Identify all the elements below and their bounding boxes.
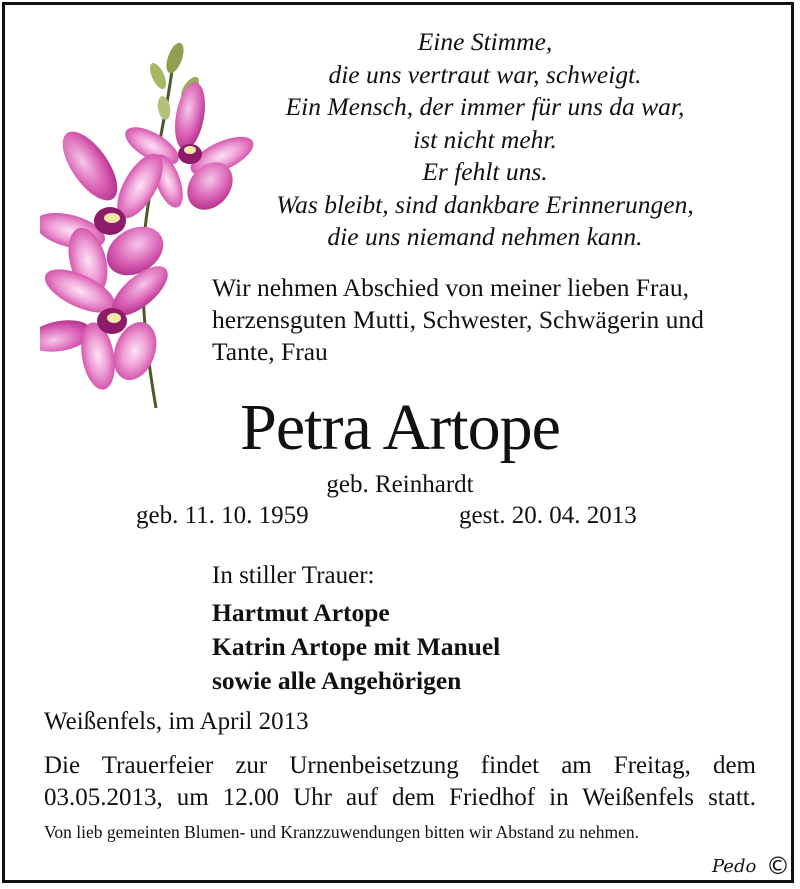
intro-line: Tante, Frau — [212, 337, 328, 366]
service-line: 03.05.2013, um 12.00 Uhr auf dem Friedhof in Weißenfels statt. — [44, 784, 756, 811]
service-line: Die Trauerfeier zur Urnenbeisetzung findet am Freitag, dem — [44, 752, 756, 779]
flowers-note: Von lieb gemeinten Blumen- und Kranzzuwendungen bitten wir Abstand zu nehmen. — [44, 822, 640, 842]
mourning-heading: In stiller Trauer: — [212, 562, 375, 589]
memorial-poem — [245, 26, 725, 254]
mourners-list — [212, 596, 500, 698]
deceased-name: Petra Artope — [240, 391, 560, 464]
poem-line: ist nicht mehr. — [413, 124, 557, 154]
poem-line: Eine Stimme, — [417, 27, 553, 56]
copyright-icon: © — [766, 852, 790, 880]
orchid-bud — [156, 95, 172, 121]
intro-line: herzensguten Mutti, Schwester, Schwägerin und — [212, 305, 704, 334]
mourner-name: Katrin Artope mit Manuel — [212, 632, 501, 661]
birth-date: geb. 11. 10. 1959 — [136, 502, 309, 529]
maiden-name: geb. Reinhardt — [326, 471, 474, 498]
mourner-name: sowie alle Angehörigen — [212, 666, 462, 695]
intro-line: Wir nehmen Abschied von meiner lieben Frau, — [212, 273, 689, 302]
death-date: gest. 20. 04. 2013 — [459, 502, 637, 529]
orchid-bud — [163, 41, 187, 76]
place-and-date: Weißenfels, im April 2013 — [44, 708, 309, 735]
poem-line: die uns vertraut war, schweigt. — [328, 59, 642, 89]
poem-line: Ein Mensch, der immer für uns da war, — [285, 92, 685, 121]
funeral-service-info — [44, 750, 756, 814]
poem-line: Er fehlt uns. — [422, 157, 548, 186]
farewell-intro — [212, 272, 772, 368]
orchid-flower-bottom — [40, 258, 176, 393]
poem-line: Was bleibt, sind dankbare Erinnerungen, — [276, 189, 694, 219]
poem-line: die uns niemand nehmen kann. — [327, 222, 643, 251]
designer-signature: Pedo — [712, 856, 757, 877]
orchid-bud — [147, 61, 170, 91]
mourner-name: Hartmut Artope — [212, 598, 390, 627]
